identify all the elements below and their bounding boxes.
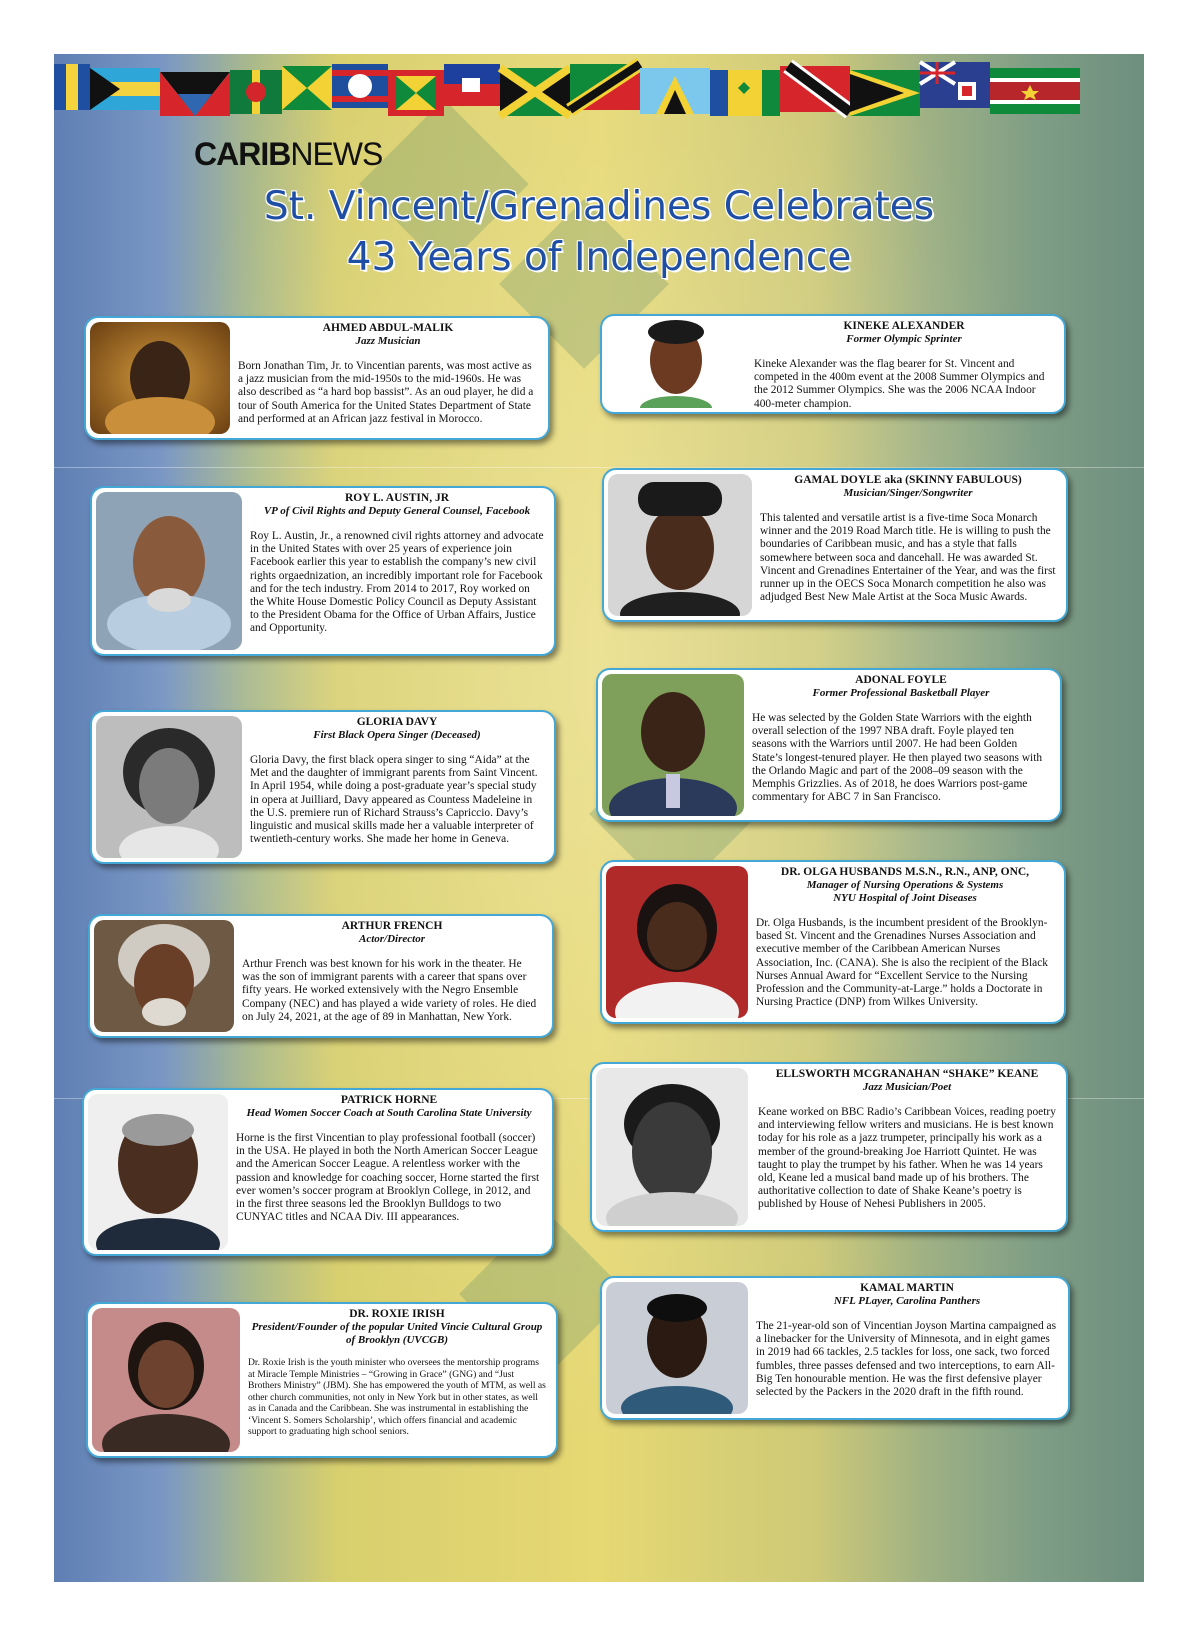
profile-role: First Black Opera Singer (Deceased) [313,729,481,741]
profile-name: KINEKE ALEXANDER [843,320,965,332]
profile-name: DR. OLGA HUSBANDS M.S.N., R.N., ANP, ONC, [780,866,1030,878]
profile-bio: The 21-year-old son of Vincentian Joyson Martina campaigned as a linebacker for the University of Minnesota, and in eight games in 2019 had 66 tackles, 2.5 tackles for loss, one sack, two forced fumbles, three passes defensed and two interceptions, to earn All-Big Ten honourable mention. He was the first defensive player selected by the Packers in the 2020 draft in the fifth round. [756,1320,1057,1399]
profile-bio: Kineke Alexander was the flag bearer for St. Vincent and competed in the 400m event at the 2008 Summer Olympics and the 2012 Summer Olympics. She was the 2006 NCAA Indoor 400-meter champion. [754,358,1045,410]
profile-bio: Born Jonathan Tim, Jr. to Vincentian parents, was most active as a jazz musician from the mid-1950s to the mid-1960s. He was also described as “a hard bop bassist”. As an oud player, he did a tour of South America for the United States Department of State and performed at an African jazz festival in Morocco. [238,360,534,425]
profile-name: GAMAL DOYLE aka (SKINNY FABULOUS) [794,474,1022,486]
portrait-photo [606,1282,748,1414]
profile-card-kamal-martin [600,1276,1070,1420]
profile-card-ahmed-abdul-malik [84,316,550,440]
profile-bio: He was selected by the Golden State Warriors with the eighth overall selection of the 1997 NBA draft. Foyle played ten seasons with the Warriors until 2007. He had been Golden State’s longest-tenured player. He then played two seasons with the Orlando Magic and part of the 2008–09 season with the Memphis Grizzlies. As of 2018, he does Warriors post-game commentary for ABC 7 in San Francisco. [752,712,1043,804]
profile-role: Former Professional Basketball Player [812,687,990,699]
profile-name: PATRICK HORNE [340,1094,438,1106]
profile-role: VP of Civil Rights and Deputy General Counsel, Facebook [263,505,531,517]
profile-card-gloria-davy [90,710,556,864]
profile-name: KAMAL MARTIN [860,1282,954,1294]
profile-role: Head Women Soccer Coach at South Carolina State University [246,1107,532,1119]
headline-line-2: 43 Years of Independence [346,235,852,280]
profile-role: Jazz Musician [355,335,421,347]
profile-name: GLORIA DAVY [356,716,438,728]
profile-card-gamal-doyle [602,468,1068,622]
profile-name: ADONAL FOYLE [855,674,947,686]
profile-bio: Dr. Olga Husbands, is the incumbent president of the Brooklyn-based St. Vincent and the Grenadines Nurses Association and executive member of the Caribbean American Nurses Association, Inc. (CANA). She is also the recipient of the Black Nurses Annual Award for “Excellent Service to the Nursing Profession and the Community-at-Large.” holds a Doctorate in Nursing Practice (DNP) from Wilkes University. [756,917,1048,1009]
portrait-photo [90,322,230,434]
profile-bio: Roy L. Austin, Jr., a renowned civil rights attorney and advocate in the United States with over 25 years of experience join Facebook earlier this year to establish the company’s new civil rights orgaednization, an incredibly important role for Facebook and for the tech industry. From 2014 to 2017, Roy worked on the White House Domestic Policy Council as Deputy Assistant to the President Obama for the Office of Urban Affairs, Justice and Opportunity. [250,530,544,635]
profile-role: NFL PLayer, Carolina Panthers [833,1295,981,1307]
portrait-photo [88,1094,228,1250]
profile-bio: Arthur French was best known for his work in the theater. He was the son of immigrant parents with a career that spans over fifty years. He worked extensively with the Negro Ensemble Company (NEC) and has played a wide variety of roles. He died on July 24, 2021, at the age of 89 in Manhattan, New York. [242,958,537,1023]
headline-line-1: St. Vincent/Grenadines Celebrates [263,184,935,229]
profile-role: Actor/Director [359,933,425,945]
profile-role: Former Olympic Sprinter [846,333,962,345]
profile-card-shake-keane [590,1062,1068,1232]
portrait-photo [92,1308,240,1452]
caribbean-flags-banner [54,54,1144,128]
portrait-photo [96,492,242,650]
profile-card-kineke-alexander [600,314,1066,414]
profile-card-arthur-french [88,914,554,1038]
profile-card-roy-austin [90,486,556,656]
portrait-photo [606,866,748,1018]
profile-bio: Dr. Roxie Irish is the youth minister who oversees the mentorship programs at Miracle Temple Ministries – “Growing in Grace” (GNG) and “Just Brothers Ministry” (JBM). She has empowered the youth of MTM, as well as other church communities, not only in New York but in other states, as well as in Canada and the Caribbean. She was instrumental in establishing the ‘Vincent S. Somers Scholarship’, which offers financial and academic support to graduating high school seniors. [248,1357,546,1437]
portrait-photo [94,920,234,1032]
profile-role: Jazz Musician/Poet [862,1081,952,1093]
profile-role: Musician/Singer/Songwriter [843,487,973,499]
page-headline [54,182,1144,284]
profile-name: ROY L. AUSTIN, JR [344,492,450,504]
portrait-photo [608,474,752,616]
profile-name: DR. ROXIE IRISH [349,1308,445,1320]
profile-card-patrick-horne [82,1088,554,1256]
profile-card-adonal-foyle [596,668,1062,822]
profile-name: AHMED ABDUL-MALIK [322,322,454,334]
profile-card-olga-husbands [600,860,1066,1024]
profile-name: ARTHUR FRENCH [341,920,443,932]
portrait-photo [606,320,746,408]
portrait-photo [96,716,242,858]
profile-name: ELLSWORTH MCGRANAHAN “SHAKE” KEANE [775,1068,1039,1080]
profile-bio: Gloria Davy, the first black opera singer to sing “Aida” at the Met and the daughter of immigrant parents from Saint Vincent. In April 1954, while doing a post-graduate year’s special study in opera at Juilliard, Davy appeared as Countess Madeleine in the U.S. premiere run of Richard Strauss’s Capriccio. Davy’s linguistic and musical skills made her a valuable interpreter of twentieth-century works. She made her home in Geneva. [250,754,538,846]
profile-role: Manager of Nursing Operations & Systems [806,879,1004,891]
newspaper-page [54,54,1144,1582]
portrait-photo [596,1068,748,1226]
profile-bio: This talented and versatile artist is a five-time Soca Monarch winner and the 2019 Road March title. He is willing to push the boundaries of Caribbean music, and has a style that falls somewhere between soca and dancehall. He was awarded St. Vincent and Grenadines Entertainer of the Year, and was the first runner up in the OECS Soca Monarch competition he also was adjudged Best New Male Artist at the Soca Music Awards. [760,512,1056,604]
profile-card-roxie-irish [86,1302,558,1458]
profile-role: President/Founder of the popular United Vincie Cultural Group of Brooklyn (UVCGB) [251,1321,543,1346]
portrait-photo [602,674,744,816]
profile-role-line-2: NYU Hospital of Joint Diseases [833,892,977,904]
profile-bio: Keane worked on BBC Radio’s Caribbean Voices, reading poetry and interviewing fellow writers and musicians. He is best known today for his role as a jazz trumpeter, principally his work as a member of the ground-breaking Joe Harriott Quintet. He was taught to play the trumpet by his father. When he was 14 years old, Keane led a musical band made up of his brothers. The authoritative collection to date of Shake Keane’s poetry is published by House of Nehesi Publishers in 2005. [758,1106,1056,1211]
caribnews-logo: CARIBNEWS [194,136,383,172]
profile-bio: Horne is the first Vincentian to play professional football (soccer) in the USA. He played in both the North American Soccer League and the American Soccer League. A relentless worker with the passion and knowledge for coaching soccer, Horne started the first ever women’s soccer program at Brooklyn College, in 2012, and in the first three seasons led the Brooklyn Bulldogs to two CUNYAC titles and NCAA Div. III appearances. [236,1132,540,1224]
